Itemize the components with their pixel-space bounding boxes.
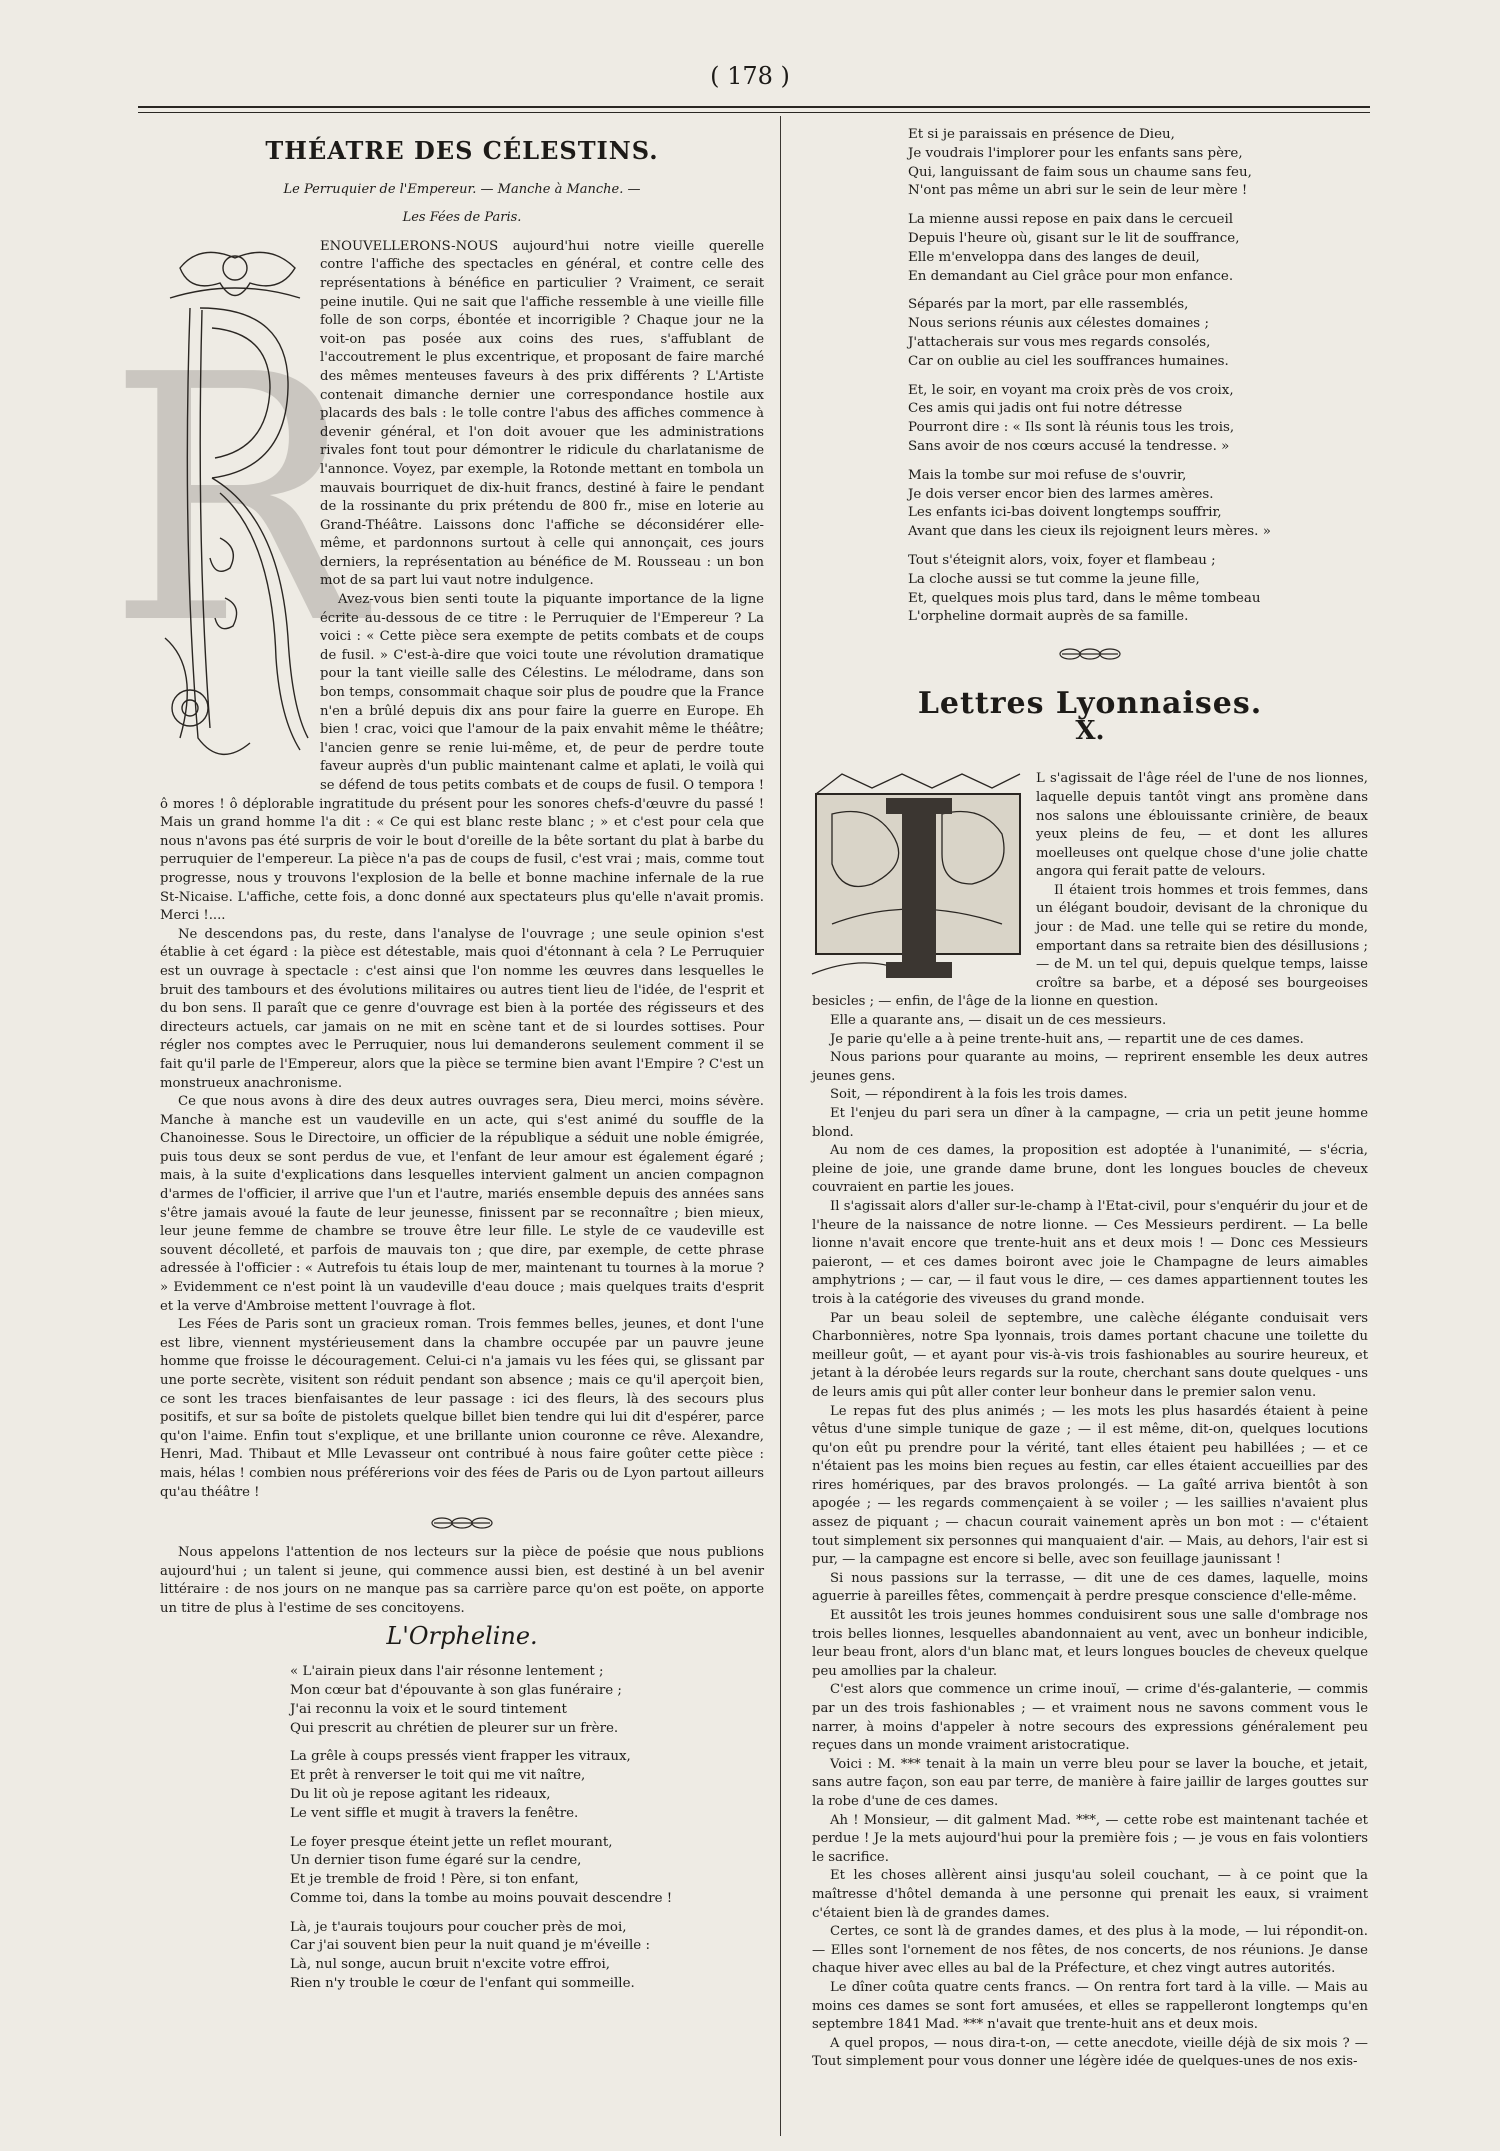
notice-paragraph: Nous appelons l'attention de nos lecteurs sur la pièce de poésie que nous publions aujourd'hui ; un talent si jeune, qui commence aussi bien, est destiné à un bel avenir littéraire : de nos jours on ne manque pas sa carrière parce qu'on est poëte, on apporte un titre de plus à l'estime de ses concitoyens. [160,1545,764,1616]
poem-stanza [908,296,1368,371]
theatre-subtitle-1: Le Perruquier de l'Empereur. — Manche à Manche. — [283,181,641,197]
paragraph: A quel propos, — nous dira-t-on, — cette anecdote, vieille déjà de six mois ? — Tout simplement pour vous donner une légère idée de quelques-unes de nos exis- [812,2035,1368,2070]
ornament-divider [430,1516,494,1530]
paragraph: Il s'agissait alors d'aller sur-le-champ à l'Etat-civil, pour s'enquérir du jour et de l'heure de la naissance de notre lionne. — Ces Messieurs perdirent. — La belle lionne n'avait encore que trente-huit ans et deux mois ! — Donc ces Messieurs paieront, — et ces dames boiront avec joie le Champagne de leurs aimables amphytrions ; — car, — il faut vous le dire, — ces dames appartiennent toutes les trois à la catégorie des viveuses du grand monde. [812,1198,1368,1307]
ornate-dropcap-r [107,238,363,774]
letter-number: X. [1075,715,1105,746]
poem-line: Je dois verser encor bien des larmes amères. [908,486,1214,502]
poem-line: L'orpheline dormait auprès de sa famille. [908,609,1189,625]
poem-line: Séparés par la mort, par elle rassemblés, [908,297,1189,313]
paragraph: Soit, — répondirent à la fois les trois dames. [830,1087,1128,1103]
paragraph: Le repas fut des plus animés ; — les mots les plus hasardés étaient à peine vêtus d'une simple tunique de gaze ; — il est même, dit-on, quelques locutions qu'on eût pu prendre pour la vérité, tant elles étaient peu habillées ; — et ce n'étaient pas les moins bien reçues au festin, car elles étaient accueillies par des rires homériques, par des bravos prolongés. — La gaîté arriva bientôt à son apogée ; — les regards commençaient à se voiler ; — les saillies n'avaient plus assez de piquant ; — chacun courait vainement après un bon mot : — c'étaient tout simplement six personnes qui manquaient d'air. — Mais, au dehors, l'air est si pur, — la campagne est encore si belle, avec son feuillage jaunissant ! [812,1403,1368,1568]
poem-line: La mienne aussi repose en paix dans le cercueil [908,212,1234,228]
poem-line: Là, je t'aurais toujours pour coucher près de moi, [290,1919,627,1935]
paragraph: Nous parions pour quarante au moins, — reprirent ensemble les deux autres jeunes gens. [812,1050,1368,1084]
paragraph: Et aussitôt les trois jeunes hommes conduisirent sous une salle d'ombrage nos trois belles lionnes, lesquelles abandonnaient au vent, avec un bonheur indicible, leur beau front, alors d'un blanc mat, et leurs longues boucles de cheveux quelque peu amollies par la chaleur. [812,1608,1368,1679]
poem-stanza [908,382,1368,457]
poem-line: Ces amis qui jadis ont fui notre détresse [908,401,1183,417]
poem-stanza [290,1748,764,1823]
poem-line: Un dernier tison fume égaré sur la cendre, [290,1853,582,1869]
left-column [107,124,764,2004]
poem-line: Et si je paraissais en présence de Dieu, [908,127,1175,142]
column-divider [780,116,781,2136]
paragraph: Voici : M. *** tenait à la main un verre bleu pour se laver la bouche, et jetait, sans autre façon, son eau par terre, de manière à faire jaillir de larges gouttes sur la robe d'une de ces dames. [812,1756,1368,1809]
paragraph: Ce que nous avons à dire des deux autres ouvrages sera, Dieu merci, moins sévère. Manche à manche est un vaudeville en un acte, qui s'est animé du souffle de la Chanoinesse. Sous le Directoire, un officier de la république a séduit une noble émigrée, puis tous deux se sont perdus de vue, et l'enfant de leur amour est également égaré ; mais, à la suite d'explications dans lesquelles intervient galment un ancien compagnon d'armes de l'officier, il arrive que l'un et l'autre, mariés ensemble depuis des années sans s'être jamais avoué la faute de leur jeunesse, finissent par se reconnaître ; bien mieux, leur jeune femme de chambre se trouve être leur fille. Le style de ce vaudeville est souvent décolleté, et parfois de mauvais ton ; que dire, par exemple, de cette phrase adressée à l'officier : « Autrefois tu étais loup de mer, maintenant tu tournes à la morue ? » Evidemment ce n'est point là un vaudeville d'eau douce ; mais quelques traits d'esprit et la verve d'Ambroise mettent l'ouvrage à flot. [160,1094,764,1314]
poem-line: Et je tremble de froid ! Père, si ton enfant, [290,1872,579,1888]
paragraph: Et l'enjeu du pari sera un dîner à la campagne, — cria un petit jeune homme blond. [812,1106,1368,1140]
poem-line: Qui prescrit au chrétien de pleurer sur un frère. [290,1720,619,1736]
poem-line: Le foyer presque éteint jette un reflet mourant, [290,1834,613,1850]
poem-line: Qui, languissant de faim sous un chaume sans feu, [908,164,1252,180]
poem-line: Et, quelques mois plus tard, dans le même tombeau [908,590,1261,606]
poem-line: Avant que dans les cieux ils rejoignent leurs mères. » [908,524,1271,540]
poem-line: Mais la tombe sur moi refuse de s'ouvrir, [908,467,1187,483]
paragraph: Le dîner coûta quatre cents francs. — On rentra fort tard à la ville. — Mais au moins ces dames se sont fort amusées, et elles se rappelleront longtemps qu'en septembre 1841 Mad. *** n'avait que trente-huit ans et deux mois. [812,1979,1368,2033]
poem-line: Je voudrais l'implorer pour les enfants sans père, [908,145,1243,161]
poem-line: Comme toi, dans la tombe au moins pouvait descendre ! [290,1890,673,1906]
header-rule-thin [138,112,1370,113]
header-rule [138,106,1370,108]
poem-line: Les enfants ici-bas doivent longtemps souffrir, [908,505,1222,521]
poem-line: « L'airain pieux dans l'air résonne lentement ; [290,1664,604,1680]
poem-line: Du lit où je repose agitant les rideaux, [290,1786,551,1802]
dropcap-letter: R [107,302,363,699]
paragraph: C'est alors que commence un crime inouï, — crime d'és-galanterie, — commis par un des trois fashionables ; — et vraiment nous ne savons comment vous le narrer, à moins d'appeler à notre secours des expressions généralement peu reçues dans un monde vraiment aristocratique. [812,1682,1368,1754]
poem-stanza [908,467,1368,542]
paragraph: Avez-vous bien senti toute la piquante importance de la ligne écrite au-dessous de ce titre : le Perruquier de l'Empereur ? La voici : « Cette pièce sera exempte de petits combats et de coups de fusil. » C'est-à-dire que voici toute une révolution dramatique pour la tant vieille salle des Célestins. Le mélodrame, dans son bon temps, consommait chaque soir plus de poudre que la France n'en a brûlé depuis dix ans pour faire la guerre en Europe. Eh bien ! crac, voici que l'amour de la paix envahit même le théâtre; l'ancien genre se renie lui-même, et, de peur de perdre toute faveur auprès d'un public maintenant calme et aplati, le voilà qui se défend de tous petits combats et de coups de fusil. O tempora ! ô mores ! ô déplorable ingratitude du présent pour les sonores chefs-d'œuvre du passé ! Mais un grand homme l'a dit : « Ce qui est blanc reste blanc ; » et c'est pour cela que nous n'avons pas été surpris de voir le bout d'oreille de la bête sortant du plat à barbe du perruquier de l'empereur. La pièce n'a pas de coups de fusil, c'est vrai ; mais, comme tout progresse, nous y trouvons l'explosion de la belle et bonne machine infernale de la rue St-Nicaise. L'affiche, cette fois, a donc donné aux spectateurs plus qu'elle n'avait promis. Merci !.... [160,592,764,924]
paragraph: Par un beau soleil de septembre, une calèche élégante conduisait vers Charbonnières, notre Spa lyonnais, trois dames portant chacune une toilette du meilleur goût, — et ayant pour vis-à-vis trois fashionables au sourire heureux, et jetant à la dérobée leurs regards sur la route, cherchant sans doute quelques - uns de leurs amis qui pût aller conter leur bonheur dans le premier salon venu. [812,1310,1368,1400]
page-number: ( 178 ) [710,62,790,90]
right-column [812,124,1368,2072]
poem-line: Pourront dire : « Ils sont là réunis tous les trois, [908,420,1235,436]
paragraph: Certes, ce sont là de grandes dames, et des plus à la mode, — lui répondit-on. — Elles sont l'ornement de nos fêtes, de nos concerts, de nos réunions. Je danse chaque hiver avec elles au bal de la Préfecture, et chez vingt autres autorités. [812,1924,1368,1977]
poem-orpheline-part2 [908,126,1368,627]
poem-line: Le vent siffle et mugit à travers la fenêtre. [290,1805,579,1821]
paragraph: Et les choses allèrent ainsi jusqu'au soleil couchant, — à ce point que la maîtresse d'hôtel demanda à une personne qui prenait les eaux, si vraiment c'étaient bien là de grandes dames. [812,1868,1368,1921]
poem-line: Et, le soir, en voyant ma croix près de vos croix, [908,382,1234,398]
lettres-lyonnaises-title: Lettres Lyonnaises. [917,686,1263,722]
poem-line: Rien n'y trouble le cœur de l'enfant qui sommeille. [290,1976,635,1992]
paragraph: Les Fées de Paris sont un gracieux roman. Trois femmes belles, jeunes, et dont l'une est libre, viennent mystérieusement dans la chambre occupée par un pauvre jeune homme que froisse le découragement. Celui-ci n'a jamais vu les fées qui, se glissant par une porte secrète, visitent son réduit pendant son absence ; mais ce qu'il aperçoit bien, ce sont les traces bienfaisantes de leur passage : ici des fleurs, là des secours plus positifs, et sur sa boîte de pistolets quelque billet bien tendre qui lui dit d'espérer, parce qu'on l'aime. Enfin tout s'explique, et une brillante union couronne ce rêve. Alexandre, Henri, Mad. Thibaut et Mlle Levasseur ont contribué à nous faire goûter cette pièce : mais, hélas ! combien nous préférerions voir des fées de Paris ou de Lyon partout ailleurs qu'au théâtre ! [160,1317,764,1500]
poem-stanza [908,552,1368,627]
ornate-dropcap-i [812,774,1024,982]
poem-line: La cloche aussi se tut comme la jeune fille, [908,571,1200,587]
poem-line: Nous serions réunis aux célestes domaines ; [908,316,1209,332]
poem-line: Sans avoir de nos cœurs accusé la tendresse. » [908,438,1230,454]
theatre-title: THÉATRE DES CÉLESTINS. [265,136,659,165]
poem-line: N'ont pas même un abri sur le sein de leur mère ! [908,183,1248,199]
paragraph: L s'agissait de l'âge réel de l'une de nos lionnes, laquelle depuis tantôt vingt ans promène dans nos salons une éblouissante crinière, de beaux yeux pleins de feu, — et dont les allures moelleuses ont quelque chose d'une jolie chatte angora qui ferait patte de velours. [1036,771,1368,880]
poem-line: En demandant au Ciel grâce pour mon enfance. [908,268,1234,284]
poem-stanza [290,1834,764,1909]
poem-line: J'ai reconnu la voix et le sourd tintement [290,1701,567,1717]
poem-line: Et prêt à renverser le toit qui me vit naître, [290,1768,586,1784]
poem-line: La grêle à coups pressés vient frapper les vitraux, [290,1749,631,1765]
paragraph: Ah ! Monsieur, — dit galment Mad. ***, — cette robe est maintenant tachée et perdue ! Je la mets aujourd'hui pour la première fois ; — je vous en fais volontiers le sacrifice. [812,1812,1368,1865]
poem-line: Tout s'éteignit alors, voix, foyer et flambeau ; [908,552,1216,568]
paragraph: Si nous passions sur la terrasse, — dit une de ces dames, laquelle, moins aguerrie à pareilles fêtes, commençait à perdre presque conscience d'elle-même. [812,1570,1368,1605]
paragraph: Ne descendons pas, du reste, dans l'analyse de l'ouvrage ; une seule opinion s'est établie à cet égard : la pièce est détestable, mais quoi d'étonnant à cela ? Le Perruquier est un ouvrage à spectacle : c'est ainsi que l'on nomme les œuvres dans lesquelles le bruit des tambours et des évolutions militaires ou autres tient lieu de l'idée, de l'esprit et du bon sens. Il paraît que ce genre d'ouvrage est bien à la portée des régisseurs et des directeurs actuels, car jamais on ne mit en scène tant et de si lourdes sottises. Pour régler nos comptes avec le Perruquier, nous lui demanderons seulement comment il se fait qu'il parle de l'Empereur, alors que la pièce se termine bien avant l'Empire ? C'est un monstrueux anachronisme. [160,926,764,1091]
poem-orpheline-part1 [290,1663,764,1994]
poem-line: Depuis l'heure où, gisant sur le lit de souffrance, [908,230,1240,246]
paragraph: ENOUVELLERONS-NOUS aujourd'hui notre vieille querelle contre l'affiche des spectacles en général, et contre celle des représentations à bénéfice en particulier ? Vraiment, ce serait peine inutile. Qui ne sait que l'affiche ressemble à une vieille fille folle de son corps, ébontée et incorrigible ? Chaque jour ne la voit-on pas posée aux coins des rues, s'affublant de l'accoutrement le plus excentrique, et proposant de faire marché des mêmes menteuses faveurs à des prix différents ? L'Artiste contenait dimanche dernier une correspondance hostile aux placards des bals : le tolle contre l'abus des affiches commence à devenir général, et l'on doit avouer que les administrations rivales font tout pour démontrer le ridicule du charlatanisme de l'annonce. Voyez, par exemple, la Rotonde mettant en tombola un mauvais bourriquet de dix-huit francs, destiné à faire le pendant de la rossinante du prix prétendu de 800 fr., mise en loterie au Grand-Théâtre. Laissons donc l'affiche se déconsidérer elle-même, et pardonnons surtout à celle qui annonçait, ces jours derniers, la représentation au bénéfice de M. Rousseau : un bon mot de sa part lui vaut notre indulgence. [320,238,764,589]
paragraph: Je parie qu'elle a à peine trente-huit ans, — repartit une de ces dames. [830,1031,1304,1047]
poem-stanza [290,1663,764,1738]
poem-line: J'attacherais sur vous mes regards consolés, [908,334,1211,350]
poem-title: L'Orpheline. [386,1621,538,1650]
poem-line: Elle m'enveloppa dans des langes de deuil, [908,249,1200,265]
poem-line: Là, nul songe, aucun bruit n'excite votre effroi, [290,1957,611,1973]
poem-stanza [290,1919,764,1994]
poem-stanza [908,211,1368,286]
poem-line: Mon cœur bat d'épouvante à son glas funéraire ; [290,1682,622,1698]
theatre-subtitle-2: Les Fées de Paris. [402,210,522,226]
poem-line: Car on oublie au ciel les souffrances humaines. [908,353,1229,369]
poem-stanza [908,126,1368,201]
poem-line: Car j'ai souvent bien peur la nuit quand je m'éveille : [290,1938,650,1954]
paragraph: Au nom de ces dames, la proposition est adoptée à l'unanimité, — s'écria, pleine de joie, une grande dame brune, dont les longues boucles de cheveux couvraient en partie les joues. [812,1143,1368,1196]
paragraph: Il étaient trois hommes et trois femmes, dans un élégant boudoir, devisant de la chronique du jour : de Mad. une telle qui se retire du monde, emportant dans sa retraite bien des désillusions ; — de M. un tel qui, depuis quelque temps, laisse croître sa barbe, et a déposé ses bourgeoises besicles ; — enfin, de l'âge de la lionne en question. [812,882,1368,1010]
ornament-divider [1058,647,1122,661]
paragraph: Elle a quarante ans, — disait un de ces messieurs. [830,1013,1167,1029]
